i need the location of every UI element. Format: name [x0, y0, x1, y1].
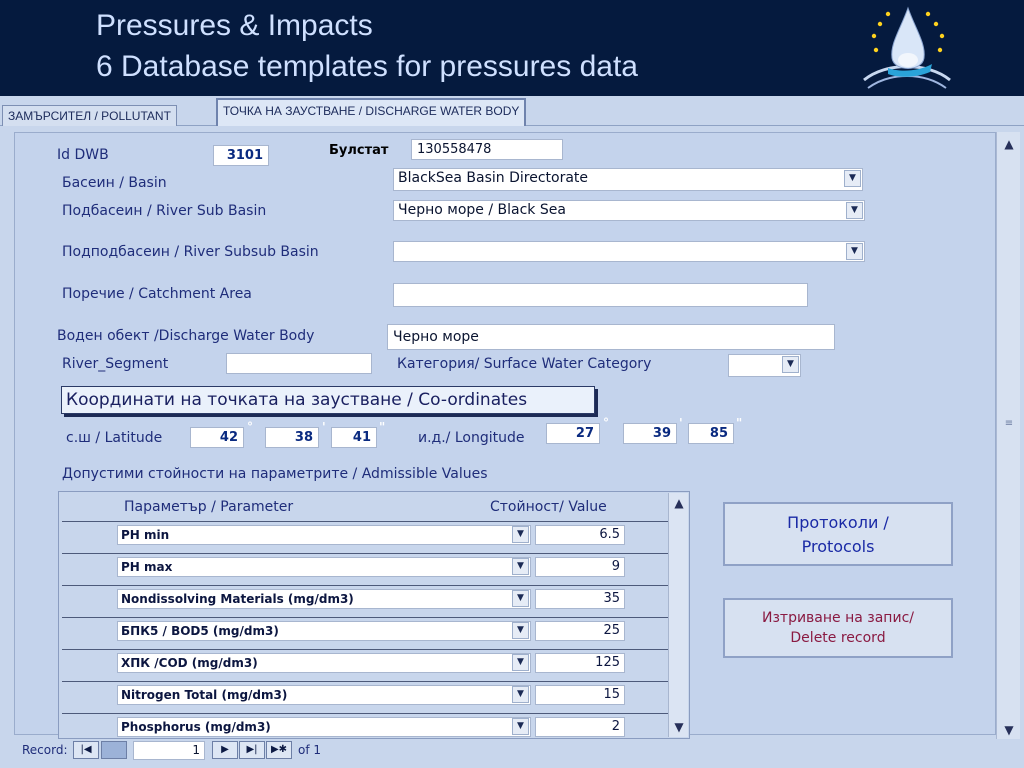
chevron-down-icon[interactable]: ▼	[846, 202, 863, 219]
parameter-select-value: Phosphorus (mg/dm3)	[121, 720, 271, 734]
row-separator	[62, 649, 668, 650]
scroll-down-icon[interactable]: ▼	[1004, 723, 1014, 737]
parameter-select-value: БПК5 / BOD5 (mg/dm3)	[121, 624, 279, 638]
record-label: Record:	[22, 743, 68, 757]
scroll-up-icon[interactable]: ▲	[674, 496, 684, 510]
row-separator	[62, 681, 668, 682]
scroll-down-icon[interactable]: ▼	[674, 720, 684, 734]
second-symbol: "	[736, 416, 743, 430]
subform-scrollbar[interactable]	[668, 493, 688, 737]
new-record-icon[interactable]: ▶✱	[266, 741, 292, 759]
parameter-select[interactable]	[117, 717, 531, 737]
delete-record-button-line2: Delete record	[790, 630, 886, 646]
sub-basin-select[interactable]	[393, 200, 865, 221]
parameter-select[interactable]	[117, 525, 531, 545]
chevron-down-icon[interactable]: ▼	[512, 654, 529, 671]
delete-record-button[interactable]	[723, 598, 953, 658]
previous-record-icon[interactable]	[101, 741, 127, 759]
record-count: of 1	[298, 743, 322, 757]
parameter-select-value: PH min	[121, 528, 170, 542]
subsub-basin-label: Подподбасеин / River Subsub Basin	[62, 244, 319, 260]
row-separator	[62, 713, 668, 714]
parameter-value-field[interactable]: 9	[535, 557, 625, 577]
chevron-down-icon[interactable]: ▼	[512, 718, 529, 735]
tab-pollutant[interactable]: ЗАМЪРСИТЕЛ / POLLUTANT	[2, 105, 177, 126]
parameter-value-field[interactable]: 6.5	[535, 525, 625, 545]
chevron-down-icon[interactable]: ▼	[512, 590, 529, 607]
admissible-values-heading: Допустими стойности на параметрите / Admissible Values	[62, 466, 488, 482]
basin-label: Басеин / Basin	[62, 175, 167, 191]
parameter-value-field[interactable]: 25	[535, 621, 625, 641]
protocols-button-line1: Протоколи /	[787, 513, 889, 532]
parameter-value-field[interactable]: 35	[535, 589, 625, 609]
river-segment-label: River_Segment	[62, 356, 169, 372]
catchment-label: Поречие / Catchment Area	[62, 286, 252, 302]
tab-discharge-water-body[interactable]: ТОЧКА НА ЗАУСТВАНЕ / DISCHARGE WATER BODY	[216, 98, 526, 126]
parameter-select[interactable]	[117, 685, 531, 705]
parameter-select[interactable]	[117, 621, 531, 641]
longitude-degrees-field[interactable]: 27	[546, 423, 600, 444]
degree-symbol: °	[247, 420, 253, 434]
slide-title-line1: Pressures & Impacts	[96, 9, 373, 42]
slide-title-line2: 6 Database templates for pressures data	[96, 50, 638, 83]
coordinates-heading: Координати на точката на заустване / Co-ordinates	[61, 386, 595, 414]
river-segment-field[interactable]	[226, 353, 372, 374]
latitude-minutes-field[interactable]: 38	[265, 427, 319, 448]
slide-header	[0, 0, 1024, 96]
chevron-down-icon[interactable]: ▼	[512, 526, 529, 543]
bulstat-label: Булстат	[329, 143, 389, 158]
sub-basin-select-value: Черно море / Black Sea	[398, 202, 566, 218]
last-record-icon[interactable]: ▶|	[239, 741, 265, 759]
scroll-grip-icon[interactable]: ≡	[1004, 418, 1014, 429]
latitude-label: с.ш / Latitude	[66, 430, 163, 446]
sub-basin-label: Подбасеин / River Sub Basin	[62, 203, 267, 219]
longitude-seconds-field[interactable]: 85	[688, 423, 734, 444]
row-separator	[62, 617, 668, 618]
form-vertical-scrollbar[interactable]	[996, 132, 1020, 742]
eu-water-drop-logo-icon	[858, 2, 956, 94]
discharge-water-body-label: Воден обект /Discharge Water Body	[57, 328, 315, 344]
id-dwb-field[interactable]: 3101	[213, 145, 269, 166]
scroll-up-icon[interactable]: ▲	[1004, 137, 1014, 151]
chevron-down-icon[interactable]: ▼	[512, 622, 529, 639]
parameter-select-value: ХПК /COD (mg/dm3)	[121, 656, 258, 670]
catchment-field[interactable]	[393, 283, 808, 307]
id-dwb-label: Id DWB	[57, 147, 109, 163]
basin-select[interactable]	[393, 168, 863, 191]
protocols-button[interactable]	[723, 502, 953, 566]
parameter-select[interactable]	[117, 653, 531, 673]
parameter-select-value: Nondissolving Materials (mg/dm3)	[121, 592, 354, 606]
surface-water-category-select[interactable]	[728, 354, 801, 377]
chevron-down-icon[interactable]: ▼	[512, 686, 529, 703]
parameter-select[interactable]	[117, 557, 531, 577]
parameter-select[interactable]	[117, 589, 531, 609]
latitude-degrees-field[interactable]: 42	[190, 427, 244, 448]
delete-record-button-line1: Изтриване на запис/	[762, 610, 914, 626]
second-symbol: "	[379, 420, 386, 434]
first-record-icon[interactable]: |◀	[73, 741, 99, 759]
row-separator	[62, 521, 668, 522]
parameter-value-field[interactable]: 125	[535, 653, 625, 673]
minute-symbol: '	[322, 420, 326, 434]
parameter-value-field[interactable]: 15	[535, 685, 625, 705]
longitude-label: и.д./ Longitude	[418, 430, 525, 446]
row-separator	[62, 553, 668, 554]
tab-strip	[0, 96, 1024, 126]
chevron-down-icon[interactable]: ▼	[846, 243, 863, 260]
subsub-basin-select[interactable]	[393, 241, 865, 262]
current-record-field[interactable]: 1	[133, 741, 205, 760]
latitude-seconds-field[interactable]: 41	[331, 427, 377, 448]
bulstat-field[interactable]: 130558478	[411, 139, 563, 160]
degree-symbol: °	[603, 416, 609, 430]
next-record-icon[interactable]: ▶	[212, 741, 238, 759]
chevron-down-icon[interactable]: ▼	[782, 356, 799, 373]
discharge-water-body-field[interactable]: Черно море	[387, 324, 835, 350]
row-separator	[62, 585, 668, 586]
parameter-select-value: Nitrogen Total (mg/dm3)	[121, 688, 288, 702]
parameter-column-header: Параметър / Parameter	[124, 499, 294, 515]
parameter-value-field[interactable]: 2	[535, 717, 625, 737]
basin-select-value: BlackSea Basin Directorate	[398, 170, 589, 186]
minute-symbol: '	[679, 416, 683, 430]
value-column-header: Стойност/ Value	[490, 499, 607, 515]
chevron-down-icon[interactable]: ▼	[844, 170, 861, 187]
chevron-down-icon[interactable]: ▼	[512, 558, 529, 575]
parameter-select-value: PH max	[121, 560, 173, 574]
longitude-minutes-field[interactable]: 39	[623, 423, 677, 444]
protocols-button-line2: Protocols	[801, 537, 875, 556]
surface-water-category-label: Категория/ Surface Water Category	[397, 356, 652, 372]
